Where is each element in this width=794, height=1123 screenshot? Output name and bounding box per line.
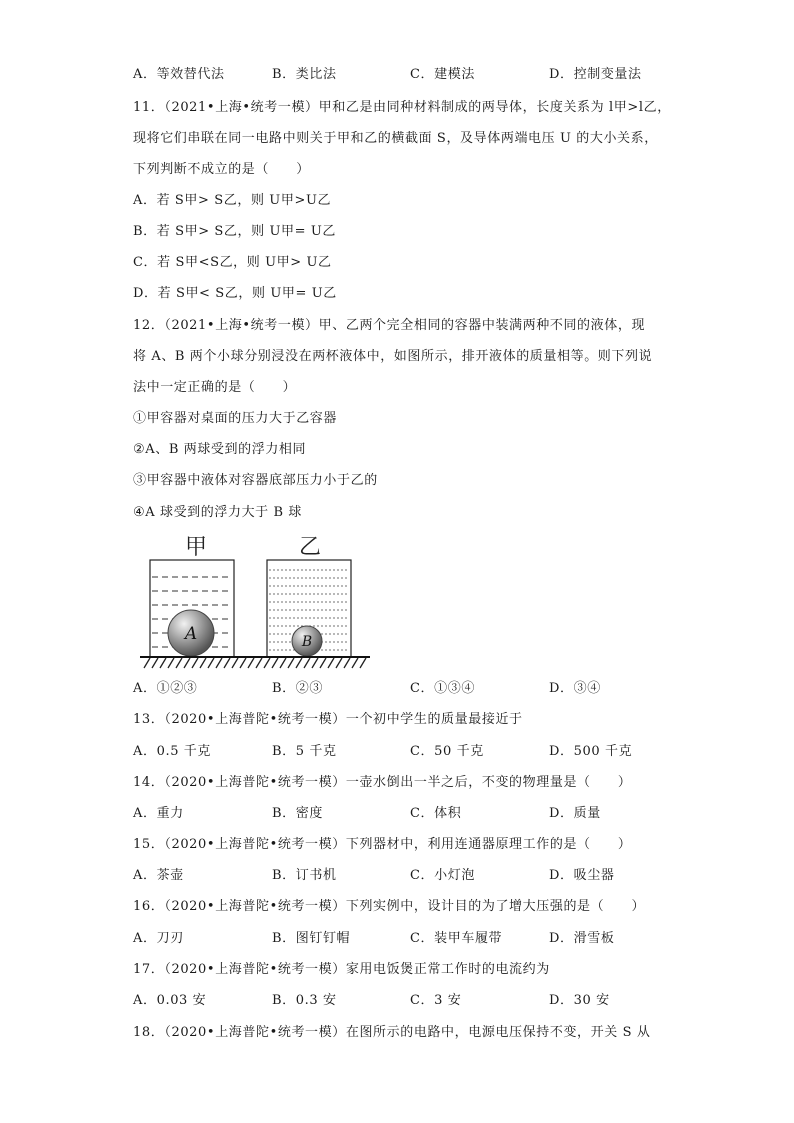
q11-stem-line-1: 11．（2021•上海•统考一模）甲和乙是由同种材料制成的两导体，长度关系为 l甲>l乙， [133, 100, 671, 115]
q13-options [133, 743, 673, 761]
q14-stem: 14．（2020•上海普陀•统考一模）一壶水倒出一半之后，不变的物理量是（ ） [133, 775, 632, 790]
q15-option-c[interactable]: C．小灯泡 [410, 868, 475, 883]
q12-statement-2: ②A、B 两球受到的浮力相同 [133, 442, 307, 457]
q10-option-c[interactable]: C．建模法 [410, 67, 475, 82]
q16-option-d[interactable]: D．滑雪板 [549, 931, 615, 946]
q16-option-b[interactable]: B．图钉钉帽 [272, 931, 351, 946]
q18-stem: 18．（2020•上海普陀•统考一模）在图所示的电路中，电源电压保持不变，开关 S 从 [133, 1025, 651, 1040]
container-right-label: 乙 [298, 535, 322, 560]
containers-diagram [138, 530, 378, 672]
q12-stem-line-2: 将 A、B 两个小球分别浸没在两杯液体中，如图所示，排开液体的质量相等。则下列说 [133, 349, 653, 364]
q16-option-a[interactable]: A．刀刃 [133, 931, 184, 946]
q12-option-d[interactable]: D．③④ [549, 681, 601, 696]
ball-a [168, 610, 214, 656]
ball-a-label: A [184, 624, 198, 644]
q17-stem: 17．（2020•上海普陀•统考一模）家用电饭煲正常工作时的电流约为 [133, 962, 550, 977]
q12-option-a[interactable]: A．①②③ [133, 681, 198, 696]
q14-options [133, 805, 673, 823]
q17-option-d[interactable]: D．30 安 [549, 993, 610, 1008]
q10-option-a[interactable]: A．等效替代法 [133, 67, 225, 82]
q12-option-b[interactable]: B．②③ [272, 681, 323, 696]
q12-options [133, 680, 673, 698]
q15-options [133, 867, 673, 885]
q11-option-c[interactable]: C．若 S甲<S乙，则 U甲> U乙 [133, 255, 332, 270]
q13-stem: 13．（2020•上海普陀•统考一模）一个初中学生的质量最接近于 [133, 712, 523, 727]
q16-stem: 16．（2020•上海普陀•统考一模）下列实例中，设计目的为了增大压强的是（ ） [133, 899, 646, 914]
q17-option-c[interactable]: C．3 安 [410, 993, 462, 1008]
q15-option-b[interactable]: B．订书机 [272, 868, 337, 883]
q10-options [133, 66, 673, 84]
q11-stem-line-3: 下列判断不成立的是（ ） [133, 162, 310, 177]
q17-options [133, 992, 673, 1010]
q11-stem-line-2: 现将它们串联在同一电路中则关于甲和乙的横截面 S，及导体两端电压 U 的大小关系， [133, 131, 658, 146]
q13-option-d[interactable]: D．500 千克 [549, 744, 633, 759]
ball-b-label: B [301, 634, 313, 650]
q17-option-a[interactable]: A．0.03 安 [133, 993, 207, 1008]
q15-option-a[interactable]: A．茶壶 [133, 868, 184, 883]
q10-option-d[interactable]: D．控制变量法 [549, 67, 642, 82]
q12-statement-1: ①甲容器对桌面的压力大于乙容器 [133, 411, 338, 426]
q12-figure [138, 530, 378, 672]
q12-stem-line-1: 12．（2021•上海•统考一模）甲、乙两个完全相同的容器中装满两种不同的液体，现 [133, 318, 646, 333]
q14-option-c[interactable]: C．体积 [410, 806, 462, 821]
ball-b [292, 626, 322, 656]
q13-option-b[interactable]: B．5 千克 [272, 744, 337, 759]
q16-option-c[interactable]: C．装甲车履带 [410, 931, 503, 946]
q12-stem-line-3: 法中一定正确的是（ ） [133, 380, 297, 395]
q14-option-d[interactable]: D．质量 [549, 806, 601, 821]
q11-option-a[interactable]: A．若 S甲> S乙，则 U甲>U乙 [133, 193, 332, 208]
q17-option-b[interactable]: B．0.3 安 [272, 993, 337, 1008]
ground-surface [140, 657, 370, 668]
q10-option-b[interactable]: B．类比法 [272, 67, 337, 82]
q12-statement-4: ④A 球受到的浮力大于 B 球 [133, 505, 302, 520]
q11-option-d[interactable]: D．若 S甲< S乙，则 U甲= U乙 [133, 286, 337, 301]
q13-option-c[interactable]: C．50 千克 [410, 744, 484, 759]
q16-options [133, 930, 673, 948]
q14-option-b[interactable]: B．密度 [272, 806, 323, 821]
q12-statement-3: ③甲容器中液体对容器底部压力小于乙的 [133, 473, 378, 488]
q15-stem: 15．（2020•上海普陀•统考一模）下列器材中，利用连通器原理工作的是（ ） [133, 837, 632, 852]
container-left-label: 甲 [184, 535, 208, 560]
q12-option-c[interactable]: C．①③④ [410, 681, 475, 696]
q15-option-d[interactable]: D．吸尘器 [549, 868, 615, 883]
q13-option-a[interactable]: A．0.5 千克 [133, 744, 211, 759]
q14-option-a[interactable]: A．重力 [133, 806, 184, 821]
q11-option-b[interactable]: B．若 S甲> S乙，则 U甲= U乙 [133, 224, 336, 239]
